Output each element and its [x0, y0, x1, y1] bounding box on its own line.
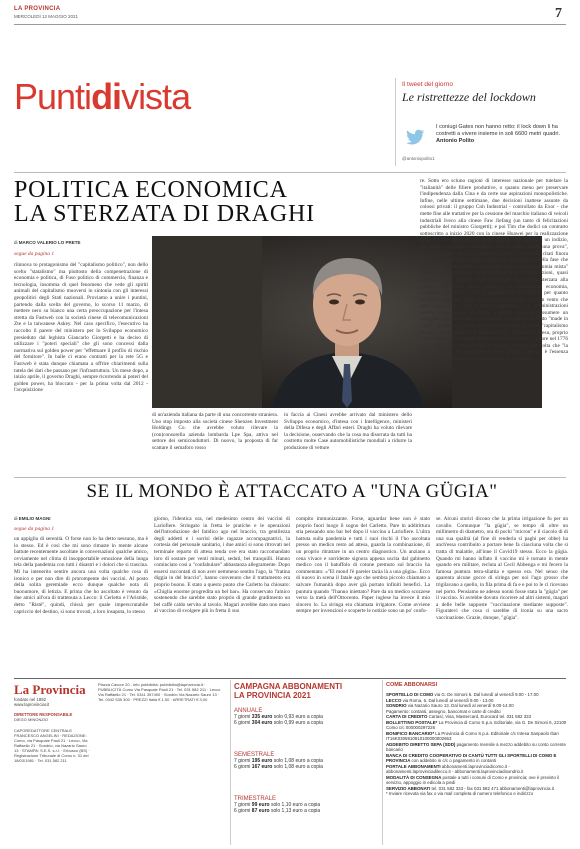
article1-byline-author: MARCO VALERIO LO PRETE [18, 240, 81, 245]
how-to-subscribe-item-text: abbonamenti.laprovinciadicomo.it - abbonamenti.laprovinciadilecco.it - abbonamenti.laprovinciadisondrio.it [386, 763, 524, 774]
article2-byline [14, 516, 51, 521]
article2-column-1: un appiglio di serenità. O forse non lo ha detto nessuno, ma è lo stesso. Ed è così che mi sono rimaste in mente alcune battute recentemente ascoltate in conversazioni qualche amico, ovviamente nel clima di insopportabile emozione della lunga tela della pandemia con tutti i disastri e i dolori che si trascina. Mi ha intenerito sentire ancora una volta qualche cosa di ironico e per non dire di prorompente dei vaccini. Al posto della solita geremiade ecco dunque qualche nota di buonumore, di letizia. E prima che ho ascoltato è venuto da due amici all'ora di trattenuta a Lecco: il Cerletto e l'Aristide, detto "Ristè", quindi, chissà per quale imperscrutabile capriccio del destino, si sono trovati, a loro insaputa, lo stesso [14, 536, 148, 615]
section-title-part1: Punti [14, 76, 92, 117]
how-to-subscribe-list [386, 692, 572, 797]
trimestrale-row: 7 giorni 99 euro solo 1,10 euro a copia [234, 802, 321, 808]
annuale-row: 7 giorni 335 euro solo 0,93 euro a copia [234, 714, 323, 720]
article2-column-3: compito immunizzante. Forse, aguardar bene non è stato proprio fuori luogo il sogno del Carletto. Pare in addirittura stia pensando uno bar bel dopo il vaccino a Lariofiere. L'ultra battuta sulla pandemia e tutti i suoi rischi il l'ho ascoltata presso un medico resto ad attesa, guarda la combinazione, di un proprio ritrattare in un centro diagnostico. Un anziano a cena vivace e sorridente signora appena uscita dal gabinetto medico con il batuffolo di cotone premuto sul braccio ha commentato: «"El mond l'è pareier tacàa là a una gügia». Ecco di nuovo in scena il fatale ago che sembra piccolo chiamato a salvare l'umanità dopo aver già portato infiniti benefici. La puntura quando "l'hanno iniettato? Pare da un medico scozzese verso la metà dell'Ottocento. Paper inglese ha invece il mio sincero lo. La siringa era chiamata irrigatore. Come avviene sempre per invenzioni e scoperte le notizie sono un po' confu- [296, 516, 430, 615]
how-to-subscribe-item-label: MODALITÀ DI CONSEGNA [386, 774, 443, 780]
footer-site: www.laprovinciacit [14, 702, 50, 707]
how-to-subscribe-item-label: BONIFICO BANCARIO* [386, 730, 436, 736]
footer-divider-1 [230, 680, 231, 845]
article1-column-3: in faccia ai Cinesi avrebbe arrivato dal ministero dello Sviluppo economico, d'intesa con i Intelligence, ministeri della Difesa e degli Affari esteri. Draghi ha voluto rilevare la decisione, osservando che la cosa ma disorrata da tutti ha costretto molte Case automobilistiche mondiali a ridurre la produzione di vetture [284, 412, 412, 451]
semestrale-row: 6 giorni 167 euro solo 1,08 euro a copia [234, 764, 323, 770]
masthead-rule [14, 24, 566, 25]
how-to-subscribe-item-text: La Provincia di Como S.p.a. Editoriale, via G. De Simoni 6, 22100 Como c/c 000000297226 [386, 719, 567, 730]
section-title-part3: vista [121, 76, 191, 117]
how-to-subscribe-item-label: SPORTELLO DI COMO [386, 692, 435, 697]
article1-segue: segue da pagina 1 [14, 251, 55, 257]
tweet-kicker: Il tweet del giorno [402, 81, 453, 88]
tweet-handle: @antoniopolito1 [402, 156, 435, 161]
how-to-subscribe-item [386, 731, 572, 742]
how-to-subscribe-item-text: tel. 031 582 333 - fax 031 582 471 abbonamenti@laprovincia.it [431, 785, 554, 791]
footer-divider-2 [382, 680, 383, 845]
how-to-subscribe-item [386, 791, 572, 797]
footer-info: CAPOREDATTORE CENTRALE FRANCESCO ANGELINI · REDAZIONE: Como, via Pasquale Paoli 21 · Lecco, Via Raffaello 21 · Sondrio, via Nazario Sauro 13 · STAMPA: S.E.S. s.r.l. · Erbusco (BS) · Registrazione Tribunale di Como n. 31 del 18/03/1981 · Tel. 031 582 211 [14, 728, 90, 763]
tweet-text [436, 124, 566, 145]
article1-column-4: re. Sotto ero sciuno ragioni di interesse nazionale per tutelare la "italianità" delle filiere produttive, o quanto meno per preservare l'indipendenza dalla Cina e da certe sue aspirazioni monopolistiche. Infine, nelle ultime settimane, due decisioni inattese assunte da colossi privati: il gruppo Cnh Industrial - controllato da Exor - che mette fine alle trattative per la cessione del marchio italiano di veicoli industriali Iveco alla cinese Faw Jiefang (un tanto di felicitazioni pubbliche del ministro Giorgetti); e poi Tim che dodici un contratto sottoscritto a inizio 2020 con la cinese Huawei per la realizzazione della rete d'accesso 5G nel nostro Paese. "Un indizio è un indizio, due indizi sono una coincidenza, ma tre indizi fanno una prova", diceva la regina del giallo Agatha Christie. I tre indizi citati finora non fanno eccezione. Mario Draghi, già protagonista della fase che all'inizio degli anni 90 ha consegnato alla storia l'"economia mista" italiana ha capofitto al Paese nell'era delle privatizzazioni, quasi trent'anni dopo sembra voler imprimere una nuova sterzata alla politica economica della penisola. In quest'ottica, economia, sicurezza nazionale e priorità geopolitiche d'un Paese, per quanto possibile, marciano unite. In sintonia, tra l'altro, con un vento che spira dagli Stati Uniti in modo bipartisan, con amministrazioni diverse come quelle di Trump e Biden anche nell'assumere un atteggiamento più assertivo rispetto al capitalismo di Stato "made in China". D'altronde, come ricorda in un recente libro sul "capitalismo politico" un consigliere di Palazzo Chigi, Alessandro Aresu, proprio Adam Smith, padre ideale dell'economia di mercato e autore nel 1776 del classico "La ricchezza delle nazioni", scrisse una volta che "la difesa è molto più importante della ricchezza". Se non è l'essenza della "Draghinomics", ne è sicuramente un capisaldo. [420, 178, 568, 363]
article1-top-rule [14, 172, 566, 173]
annuale-row: 6 giorni 304 euro solo 0,99 euro a copia [234, 720, 323, 726]
article1-byline-prefix: di [14, 240, 18, 245]
article2-headline: SE IL MONDO È ATTACCATO A "UNA GÜGIA" [86, 481, 498, 502]
twitter-bird-icon [404, 126, 426, 148]
newspaper-name: LA PROVINCIA [14, 6, 61, 12]
how-to-subscribe-item [386, 764, 572, 775]
article2-byline-prefix: di [14, 516, 18, 521]
how-to-subscribe-item-label: ADDEBITO DIRETTO SEPA (SDD) [386, 741, 457, 747]
tweet-body: I coniugi Gates non hanno retto: il lock down li ha costretti a vivere insieme in soli 6600 metri quadri. [436, 124, 561, 137]
article1-headline-line1: POLITICA ECONOMICA [14, 177, 288, 203]
how-to-subscribe-item [386, 720, 572, 731]
how-to-subscribe-item-label: CARTA DI CREDITO [386, 714, 429, 719]
how-to-subscribe-item-text: Pagamento: contanti, assegno, bancomat e carte di credito [386, 708, 501, 714]
article1-headline-line2: LA STERZATA DI DRAGHI [14, 201, 315, 227]
how-to-subscribe-item-text: * Inviare ricevuta via fax o via mail completa di numero telefonico e indirizzo [386, 791, 534, 796]
article2-column-2: giorno, l'identica ora, nel medesimo centro dei vaccini di Lariofiere. Stringato in fretta le pratiche e le operazioni dell'introduzione del fatidico ago nel braccio, tra gentilezza degli addetti e i sorrisi delle ragazze accompagnatrici, la cortesia del personale sanitario, i due amici si sono ritrovati nel terminale reparto di attesa tenda ove era stato raccomandato loro di sostare per venti minuti, seduti, bei tranquilli. Hanno cominciato così a "confabulare" abbastanza allegramente. Dopo essersi raccontati di non aver nemmeno sentito l'ago, la "fratina diggia in del braccio", hanno convenuto che il trattamento era proprio buono. E stato a questo punto che Carletto ha chiosato: «Chiglia enorme progredita un bel bar». Ha conservato l'amico sostenendo che sarebbe stato proprio di grande gradimento un bel caffè caldo servito al tavolo. Magari avrebbe dato uno maso al vaccino di svolgere più in fretta il suo [154, 516, 290, 615]
how-to-subscribe-item [386, 775, 572, 786]
semestrale-label: SEMESTRALE [234, 752, 275, 758]
article2-column-4: se. Alcuni storici dicono che la prima irrigazione fu per un cavallo. Comunque "la gügia", se tempo di oltre un millimetro di diametro, ora di pochi "micron" e il ciacolo di di una sua qualità (al fine di renderla sì paghi per obbe) ha anch'essa contribuito a portare bene fa ciasciuna volta che si tratta di malattie, all'inne il Covid19 stesso. Ecco la gügia. Quando mi hanno inflato il vaccino mi è tornato in mente quando ero militare, recluta al Cecil Abbenga e mi fecero la famosa puntura tetra-sliattia e spesso era. Nel senso che aparenta alcune gocce di siringa per noi l'ago grosso che trigilavano a quello, in fila prima di fa e e poi to le ci ricevano nei porto. Pensiamo ne adesso nonni fosse stata la "gügia" per il vaccino. Si avrebbe dovuto ricorrere ad altri sistemi, magari a delle belle supposte "vaccinazione mediante supposte". Figuratevi che cosa ci sarebbe di ironia su una sacro vaccinazione. Grazie, dunque, "gügia". [436, 516, 568, 621]
how-to-subscribe-item-label: PORTALE ABBONAMENTI [386, 763, 442, 769]
footer-advertising: Piazza Cavour 20 - info pubblicità: pubblicita@laprovincia.it · PUBBLICITÀ Como Via Pasquale Paoli 21 · Tel. 031 582 211 · Lecco Via Raffaello 21 · Tel. 0341 357400 · Sondrio Via Nazario Sauro 13 · Tel. 0342 535 300 · PREZZI Italia € 1,50 · ARRETRATI € 3,00 [98, 682, 221, 702]
how-to-subscribe-item-text: via Nazario Sauro 13. Dal lunedì al venerdì 9.00-14.00 [407, 703, 514, 708]
trimestrale-label: TRIMESTRALE [234, 796, 277, 802]
footer-editor-name: DIEGO MINONZIO [14, 717, 48, 722]
page-number: 7 [555, 6, 562, 21]
campaign-title-line1: CAMPAGNA ABBONAMENTI [234, 682, 343, 691]
semestrale-row: 7 giorni 195 euro solo 1,08 euro a copia [234, 758, 323, 764]
article1-headline [14, 178, 484, 226]
how-to-subscribe-item-text: La Provincia di Como S.p.a. Editoriale c/c Intesa Sanpaolo Iban IT16K0306910910100000002663 [386, 730, 559, 741]
issue-date: MERCOLEDÌ 12 MAGGIO 2021 [14, 14, 79, 19]
article2-byline-author: EMILIO MAGNI [18, 516, 51, 521]
footer-logo: La Provincia [14, 682, 86, 697]
footer-rule [14, 678, 566, 679]
tweet-divider [395, 78, 396, 166]
annuale-label: ANNUALE [234, 708, 263, 714]
footer-editor-block [14, 712, 92, 722]
footer-editor-title: DIRETTORE RESPONSABILE [14, 712, 73, 717]
article2-top-rule [14, 477, 566, 478]
how-to-subscribe-item-text: con addebito in c/c o pagamento in contanti [411, 758, 497, 763]
how-to-subscribe-item-label: SONDRIO [386, 703, 408, 708]
how-to-subscribe-item [386, 753, 572, 764]
trimestrale-row: 6 giorni 87 euro solo 1,13 euro a copia [234, 808, 321, 814]
how-to-subscribe-title: COME ABBONARSI [386, 682, 438, 688]
campaign-title-line2: LA PROVINCIA 2021 [234, 691, 311, 700]
article1-byline [14, 240, 80, 245]
tweet-author: Antonio Polito [436, 138, 475, 144]
campaign-annuale [234, 708, 380, 726]
how-to-subscribe-item-text: Cartasì, Visa, Mastercard, Eurocard tel. 031 582 333 [428, 714, 532, 719]
article1-column-2: di un'azienda italiana da parte di una concorrente straniera. Uno stop imposto alla società cinese Shenzen Investment Holdings Co. che avrebbe voluto rilevare la (con)consorella azienda lombarda Lpe Spa, attiva nel settore dei semiconduttori. Di nuovo, la proposta di far scattare il semaforo rosso [152, 412, 278, 451]
article1-column-1: riinnova to protagonismo del "capitalismo politico", non dello scelto "statalismo" ma piuttosto della compenetrazione di economia e politica, di Fuso politico di commercio, finanza e tecnologia, insomma di quel fenomeno che vede gli spiriti animali del capitalismo muoversi in sintonia con gli interessi geopolitici degli Stati nazionali. Proviamo a unire i puntini, partendo dalla scelta del governo, lo scorso 11 marzo, di mettere nero su bianco una certa preoccupazione per l'intesa stretta da Fastweb con la società cinese di telecomunicazioni Zte e la taiwanese Askey. Nel caso specifico, l'esecutivo ha raccolto il parere del ministero per lo Sviluppo economico presieduto dal leghista Giancarlo Giorgetti e ha deciso di utilizzare i "poteri speciali" che gli sono concessi dalla normativa sul golden power per "effettuare il profilo di rischio del fornitore". In balle ci erano contratti per la rete 5G e Fastweb è stata dunque chiamata a offrire chiarimenti sulla tutela dei dati che passano per l'infrastruttura. Un mese dopo, a inizio aprile, il governo Draghi, sempre ricorrendo ai poteri del golden power, ha bloccato - per la prima volta dal 2012 - l'acquisizione [14, 262, 148, 394]
how-to-subscribe-item-label: SERVIZIO ABBONATI [386, 785, 432, 791]
campaign-title [234, 682, 374, 700]
tweet-title: Le ristrettezze del lockdown [402, 90, 536, 104]
section-title-part2: di [91, 76, 122, 117]
how-to-subscribe-item-text: via G. De Simoni 6. Dal lunedì al venerdì 9.00 - 17.00 [434, 692, 539, 697]
how-to-subscribe-item-label: BANCA DI CREDITO COOPERATIVO DI CANTÙ TUTTI GLI SPORTELLI DI COMO E PROVINCIA [386, 752, 557, 763]
how-to-subscribe-item [386, 742, 572, 753]
article2-segue: segue da pagina 1 [14, 526, 55, 532]
footer-founded [14, 697, 49, 707]
campaign-semestrale [234, 752, 380, 770]
how-to-subscribe-item-text: via Roma, 6. Dal lunedì al venerdì 9.00 - 13.00 [402, 697, 494, 703]
footer-founded-text: fondato nel 1892 [14, 697, 47, 702]
how-to-subscribe-item-text: postale a tutti i comuni di Como e provincia; ove è previsto il servizio, appoggio in edicola a piedi [386, 774, 560, 785]
campaign-trimestrale [234, 796, 380, 814]
how-to-subscribe-item-label: BOLLETTINO POSTALE* [386, 719, 439, 725]
how-to-subscribe-item-label: LECCO [386, 697, 403, 703]
how-to-subscribe-item-text: pagamento mensile a mezzo addebito su conto corrente bancario [386, 741, 566, 752]
section-title [14, 76, 191, 117]
